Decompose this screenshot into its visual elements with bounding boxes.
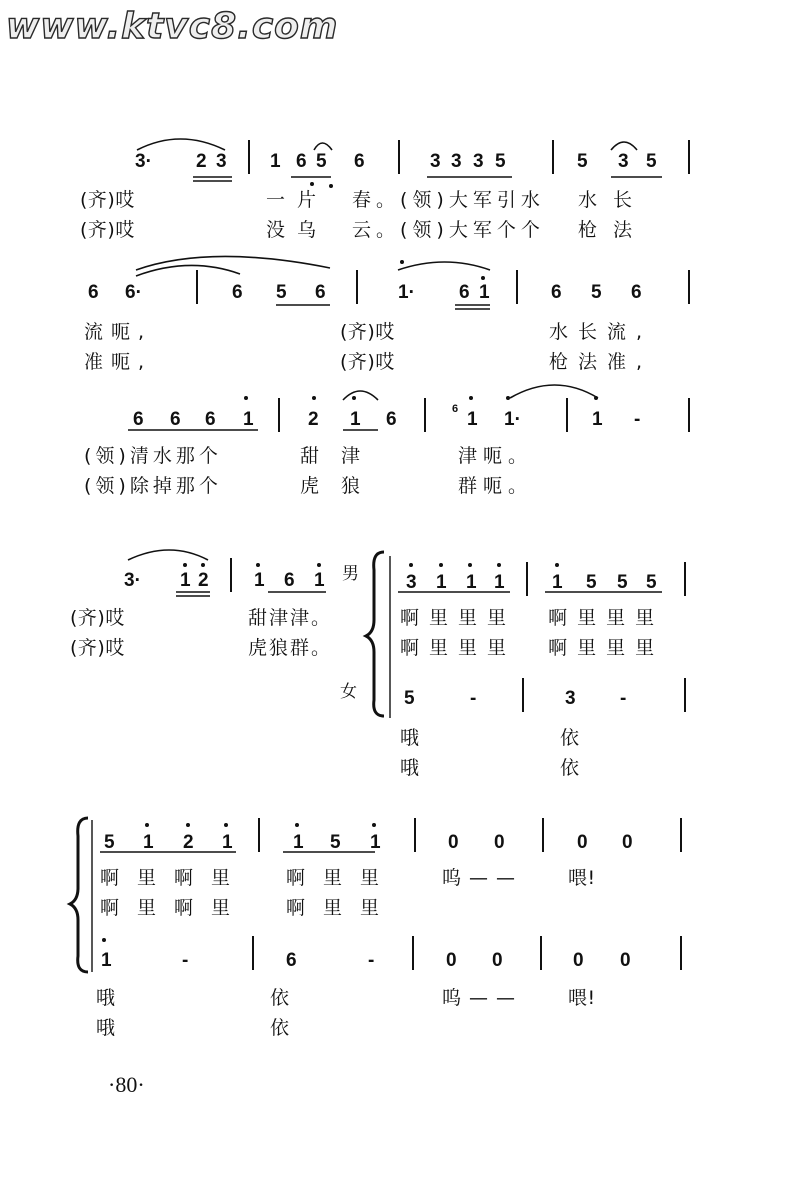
dash: - xyxy=(368,950,375,971)
note: 1 xyxy=(436,572,447,593)
note: 6 xyxy=(551,282,562,303)
barline xyxy=(542,818,544,852)
grace-note: 6 xyxy=(452,403,459,415)
lyric: (齐)哎 xyxy=(340,321,395,343)
slur-arc xyxy=(510,385,598,398)
barline xyxy=(552,140,554,174)
note: 2 xyxy=(196,151,207,172)
note: 6 xyxy=(459,282,470,303)
note: 5 xyxy=(617,572,628,593)
lyric: 啊里里 xyxy=(286,897,398,919)
note: 3 xyxy=(406,572,417,593)
note: 3 xyxy=(565,688,576,709)
dash: - xyxy=(620,688,627,709)
lyric: 依 xyxy=(270,987,290,1009)
barline xyxy=(248,140,250,174)
barline xyxy=(688,398,690,432)
slur-arc xyxy=(343,391,378,400)
slur-arc xyxy=(398,262,490,270)
note: 5 xyxy=(646,151,657,172)
note: 3 xyxy=(451,151,462,172)
note: 2 xyxy=(198,570,209,591)
page-number: ·80· xyxy=(108,1072,145,1097)
lyric: 啊里里 xyxy=(286,867,398,889)
note: 6 xyxy=(386,409,397,430)
note: 1 xyxy=(494,572,505,593)
lyric: (齐)哎 xyxy=(70,637,125,659)
note: 1 xyxy=(466,572,477,593)
lyric: 春。(领)大军引水 xyxy=(352,189,545,211)
note: 0 xyxy=(620,950,631,971)
barline xyxy=(356,270,358,304)
note: 1 xyxy=(350,409,361,430)
lyric: 啊里啊里 xyxy=(100,897,249,919)
note: 3 xyxy=(618,151,629,172)
note: 0 xyxy=(577,832,588,853)
lyric: (领)清水那个 xyxy=(84,445,222,467)
note: 0 xyxy=(494,832,505,853)
lyric: 津呃。 xyxy=(458,445,534,467)
note: 1 xyxy=(314,570,325,591)
lyric: 啊里里里 啊里里里 xyxy=(400,637,665,659)
note: 2 xyxy=(308,409,319,430)
lyric: (齐)哎 xyxy=(80,219,135,241)
note: 0 xyxy=(492,950,503,971)
note: 0 xyxy=(446,950,457,971)
note: 5 xyxy=(104,832,115,853)
note: 5 xyxy=(646,572,657,593)
note: 1 xyxy=(243,409,254,430)
note: 6 xyxy=(354,151,365,172)
slur-arc xyxy=(136,265,240,276)
lyric: 水长 xyxy=(578,189,649,211)
barline xyxy=(684,562,686,596)
barline xyxy=(414,818,416,852)
lyric: 一片 xyxy=(266,189,329,211)
note: 6 xyxy=(296,151,307,172)
note: 6 xyxy=(170,409,181,430)
lyric: 流呃, xyxy=(84,321,153,343)
lyric: 啊里里里 啊里里里 xyxy=(400,607,665,629)
lyric: 水长流, xyxy=(549,321,653,343)
lyric: 群呃。 xyxy=(458,475,534,497)
barline xyxy=(680,818,682,852)
female-voice-label: 女 xyxy=(340,682,358,702)
barline xyxy=(398,140,400,174)
lyric: 啊里啊里 xyxy=(100,867,249,889)
note: 1 xyxy=(293,832,304,853)
barline xyxy=(526,562,528,596)
note: 3 xyxy=(216,151,227,172)
note: 1· xyxy=(504,409,521,430)
note: 1 xyxy=(143,832,154,853)
watermark: www.ktvc8.com xyxy=(6,6,339,47)
lyric: 喂! xyxy=(568,867,596,889)
lyric: 准呃, xyxy=(84,351,153,373)
note: 1 xyxy=(467,409,478,430)
note: 3 xyxy=(430,151,441,172)
note: 5 xyxy=(276,282,287,303)
dash: - xyxy=(182,950,189,971)
barline xyxy=(412,936,414,970)
note: 6· xyxy=(125,282,142,303)
lyric: 云。(领)大军个个 xyxy=(352,219,545,241)
note: 6 xyxy=(133,409,144,430)
note: 6 xyxy=(284,570,295,591)
note: 5 xyxy=(586,572,597,593)
note: 6 xyxy=(315,282,326,303)
note: 5 xyxy=(404,688,415,709)
note: 3· xyxy=(124,570,141,591)
lyric: (齐)哎 xyxy=(70,607,125,629)
barline xyxy=(196,270,198,304)
barline xyxy=(258,818,260,852)
barline xyxy=(230,558,232,592)
note: 5 xyxy=(577,151,588,172)
note: 1 xyxy=(592,409,603,430)
note: 6 xyxy=(205,409,216,430)
barline xyxy=(516,270,518,304)
dash: - xyxy=(470,688,477,709)
note: 1 xyxy=(222,832,233,853)
note: 0 xyxy=(622,832,633,853)
lyric: (齐)哎 xyxy=(340,351,395,373)
barline xyxy=(252,936,254,970)
slur-arc xyxy=(611,142,637,150)
lyric: 甜津津。 xyxy=(248,607,333,629)
lyric: (领)除掉那个 xyxy=(84,475,222,497)
note: 5 xyxy=(495,151,506,172)
lyric: (齐)哎 xyxy=(80,189,135,211)
lyric: 喂! xyxy=(568,987,596,1009)
barline xyxy=(522,678,524,712)
barline xyxy=(680,936,682,970)
note: 3· xyxy=(135,151,152,172)
male-voice-label: 男 xyxy=(342,564,360,584)
barline xyxy=(540,936,542,970)
note: 6 xyxy=(88,282,99,303)
barline xyxy=(424,398,426,432)
lyric: 枪法准, xyxy=(549,351,653,373)
note: 5 xyxy=(591,282,602,303)
slur-arc xyxy=(128,550,208,560)
note: 1 xyxy=(552,572,563,593)
lyric: 依 xyxy=(270,1017,290,1039)
slur-arc xyxy=(137,139,225,150)
note: 1 xyxy=(270,151,281,172)
lyric: 依 xyxy=(560,727,580,749)
note: 1 xyxy=(101,950,112,971)
note: 3 xyxy=(473,151,484,172)
lyric: 哦 xyxy=(96,1017,116,1039)
note: 1 xyxy=(180,570,191,591)
note: 2 xyxy=(183,832,194,853)
lyric: 哦 xyxy=(400,757,420,779)
barline xyxy=(684,678,686,712)
lyric: 依 xyxy=(560,757,580,779)
lyric: 虎狼 xyxy=(300,475,383,497)
note: 1 xyxy=(254,570,265,591)
note: 1 xyxy=(370,832,381,853)
lyric: 没乌 xyxy=(266,219,329,241)
barline xyxy=(278,398,280,432)
note: 1 xyxy=(479,282,490,303)
note: 5 xyxy=(330,832,341,853)
fermata-arc xyxy=(314,143,332,150)
note: 6 xyxy=(232,282,243,303)
dash: - xyxy=(634,409,641,430)
lyric: 哦 xyxy=(400,727,420,749)
note: 0 xyxy=(448,832,459,853)
lyric: 枪法 xyxy=(578,219,649,241)
barline xyxy=(688,270,690,304)
lyric: 呜—— xyxy=(442,987,524,1009)
lyric: 哦 xyxy=(96,987,116,1009)
note: 0 xyxy=(573,950,584,971)
barline xyxy=(688,140,690,174)
note: 1· xyxy=(398,282,415,303)
lyric: 虎狼群。 xyxy=(248,637,333,659)
lyric: 甜津 xyxy=(300,445,383,467)
lyric: 呜—— xyxy=(442,867,524,889)
barline xyxy=(566,398,568,432)
note: 6 xyxy=(631,282,642,303)
note: 6 xyxy=(286,950,297,971)
note: 5 xyxy=(316,151,327,172)
